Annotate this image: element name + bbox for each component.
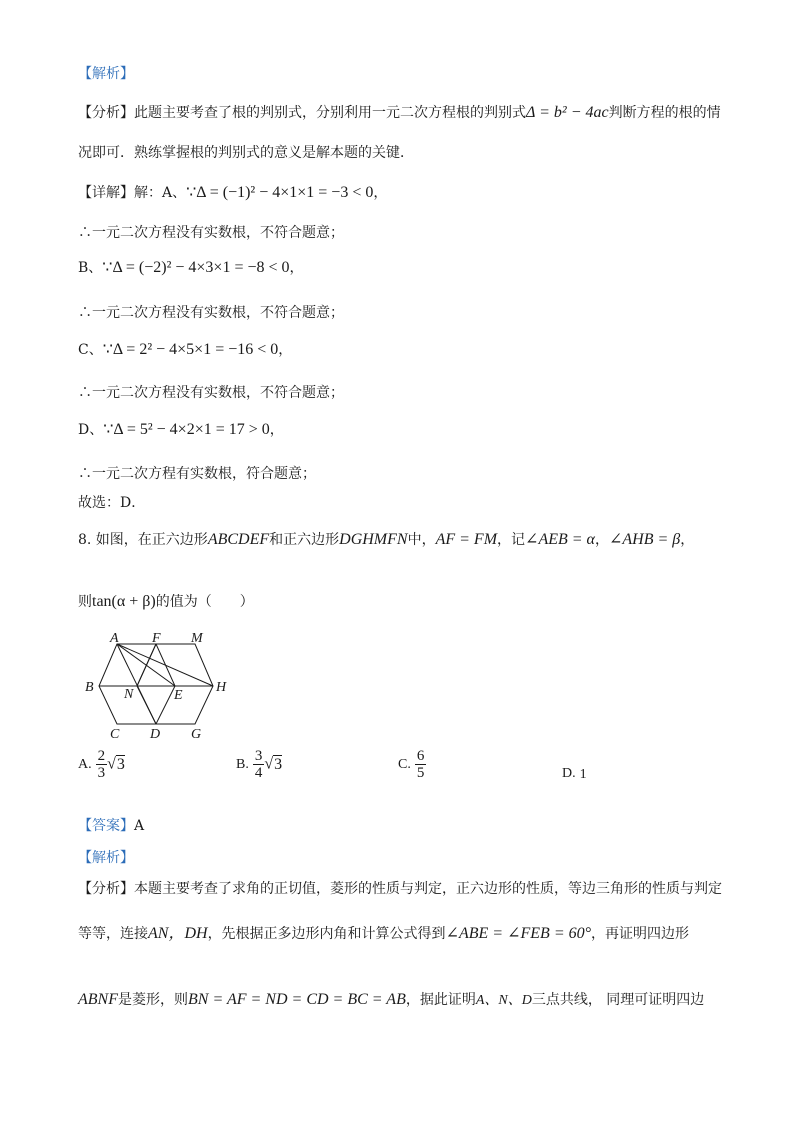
option-b-num: 3 xyxy=(254,748,263,764)
q8-mid: 中， xyxy=(407,532,436,548)
comma-a: ， xyxy=(373,185,388,201)
analysis-line-2: 况即可．熟练掌握根的判别式的意义是解本题的关键． xyxy=(78,145,414,161)
quad-abnf: ABNF xyxy=(78,991,118,1008)
text-3a: 是菱形，则 xyxy=(118,992,188,1008)
label-d: D xyxy=(150,727,161,740)
answer-tag: 【答案】 xyxy=(78,818,134,834)
q8-number: 8. 如图，在正六边形 xyxy=(78,532,208,548)
option-a-label: A. xyxy=(78,756,92,772)
label-h: H xyxy=(216,680,227,695)
option-a[interactable] xyxy=(78,748,125,781)
question-8-line-2 xyxy=(78,592,254,612)
label-b: B、 xyxy=(78,260,103,276)
q8-ask: 的值为（ ） xyxy=(155,594,254,610)
comma-b: ， xyxy=(289,260,304,276)
label-f: F xyxy=(152,631,161,646)
option-d-value: 1 xyxy=(579,767,587,782)
q8-ji: ，记 xyxy=(497,532,526,548)
detail-line-a xyxy=(78,183,387,203)
q8-tan: tan(α + β) xyxy=(92,593,156,610)
label-m: M xyxy=(191,631,203,646)
q8-hex1: ABCDEF xyxy=(207,531,270,548)
question-8-line-1 xyxy=(78,530,694,550)
detail-text: 解：A、 xyxy=(134,185,187,201)
analysis2-line-2 xyxy=(78,924,689,944)
conclusion-b: ∴一元二次方程没有实数根，不符合题意； xyxy=(78,305,344,321)
fenxi-tag-2: 【分析】 xyxy=(78,881,134,897)
formula-a: ∵Δ = (−1)² − 4×1×1 = −3 < 0 xyxy=(186,184,374,201)
analysis-tag: 【解析】 xyxy=(78,66,134,82)
label-c: C xyxy=(110,727,120,740)
fenxi-text-2: 判断方程的根的情 xyxy=(608,105,721,121)
comma-c: ， xyxy=(278,342,293,358)
q8-angle2: ∠AHB = β xyxy=(608,531,681,548)
text-3b: ，据此证明 xyxy=(405,992,476,1008)
collinear-points: A、N、D xyxy=(475,993,532,1008)
conclusion-a: ∴一元二次方程没有实数根，不符合题意； xyxy=(78,225,344,241)
label-n: N xyxy=(124,687,134,702)
answer-line xyxy=(78,816,144,836)
hexagon-figure xyxy=(80,628,240,740)
option-c-label: C. xyxy=(398,756,411,772)
option-c-num: 6 xyxy=(416,748,425,764)
angle-equation: ∠ABE = ∠FEB = 60° xyxy=(445,925,592,942)
label-a: A xyxy=(110,631,119,646)
option-c[interactable] xyxy=(398,748,426,781)
detail-line-b xyxy=(78,258,304,278)
option-d-label: D. xyxy=(562,766,576,781)
option-a-num: 2 xyxy=(97,748,106,764)
analysis2-line-1 xyxy=(78,879,722,899)
text-3c: 三点共线， 同理可证明四边 xyxy=(531,992,705,1008)
option-a-fraction xyxy=(96,748,108,781)
answer-choice: 故选：D． xyxy=(78,495,146,511)
q8-sep: ， xyxy=(594,532,609,548)
option-b-fraction xyxy=(253,748,265,781)
detail-line-d xyxy=(78,420,284,440)
option-b-sqrt: √3 xyxy=(264,755,283,773)
option-c-fraction xyxy=(415,748,427,781)
label-g: G xyxy=(191,727,202,740)
answer-value: A xyxy=(134,818,145,834)
option-a-rad: 3 xyxy=(116,755,125,773)
option-b[interactable] xyxy=(236,748,282,781)
label-e: E xyxy=(174,688,183,703)
label-c: C、 xyxy=(78,342,103,358)
q8-and: 和正六边形 xyxy=(269,532,340,548)
option-a-sqrt: √3 xyxy=(107,755,125,773)
option-b-den: 4 xyxy=(254,765,263,781)
formula-c: ∵Δ = 2² − 4×5×1 = −16 < 0 xyxy=(102,341,279,358)
option-a-den: 3 xyxy=(97,765,106,781)
conclusion-c: ∴一元二次方程没有实数根，不符合题意； xyxy=(78,385,344,401)
text-2c: ，再证明四边形 xyxy=(591,926,690,942)
connect-segments: AN，DH xyxy=(148,925,208,942)
option-b-rad: 3 xyxy=(274,755,283,773)
q8-eq1: AF = FM xyxy=(435,531,498,548)
q8-angle1: ∠AEB = α xyxy=(525,531,595,548)
fenxi2-text-1: 本题主要考查了求角的正切值，菱形的性质与判定，正六边形的性质，等边三角形的性质与判定 xyxy=(134,881,722,897)
option-b-label: B. xyxy=(236,756,249,772)
analysis-tag-2: 【解析】 xyxy=(78,850,134,866)
label-d: D、 xyxy=(78,422,104,438)
fenxi-tag: 【分析】 xyxy=(78,105,134,121)
detail-tag: 【详解】 xyxy=(78,185,134,201)
q8-hex2: DGHMFN xyxy=(339,531,408,548)
text-2a: 等等，连接 xyxy=(78,926,148,942)
formula-d: ∵Δ = 5² − 4×2×1 = 17 > 0 xyxy=(103,421,270,438)
formula-b: ∵Δ = (−2)² − 4×3×1 = −8 < 0 xyxy=(102,259,290,276)
equality-chain: BN = AF = ND = CD = BC = AB xyxy=(188,991,406,1008)
q8-ze: 则 xyxy=(78,594,92,610)
label-b: B xyxy=(85,680,94,695)
analysis-line-1 xyxy=(78,103,721,123)
q8-end: ， xyxy=(680,532,695,548)
hexagon-dgfmhn xyxy=(137,644,213,724)
conclusion-d: ∴一元二次方程有实数根，符合题意； xyxy=(78,466,316,482)
detail-line-c xyxy=(78,340,292,360)
comma-d: ， xyxy=(269,422,284,438)
option-c-den: 5 xyxy=(416,765,425,781)
option-d[interactable] xyxy=(562,766,587,783)
analysis2-line-3 xyxy=(78,990,704,1011)
discriminant-formula: Δ = b² − 4ac xyxy=(526,104,609,121)
text-2b: ，先根据正多边形内角和计算公式得到 xyxy=(207,926,446,942)
fenxi-text-1: 此题主要考查了根的判别式，分别利用一元二次方程根的判别式 xyxy=(134,105,526,121)
